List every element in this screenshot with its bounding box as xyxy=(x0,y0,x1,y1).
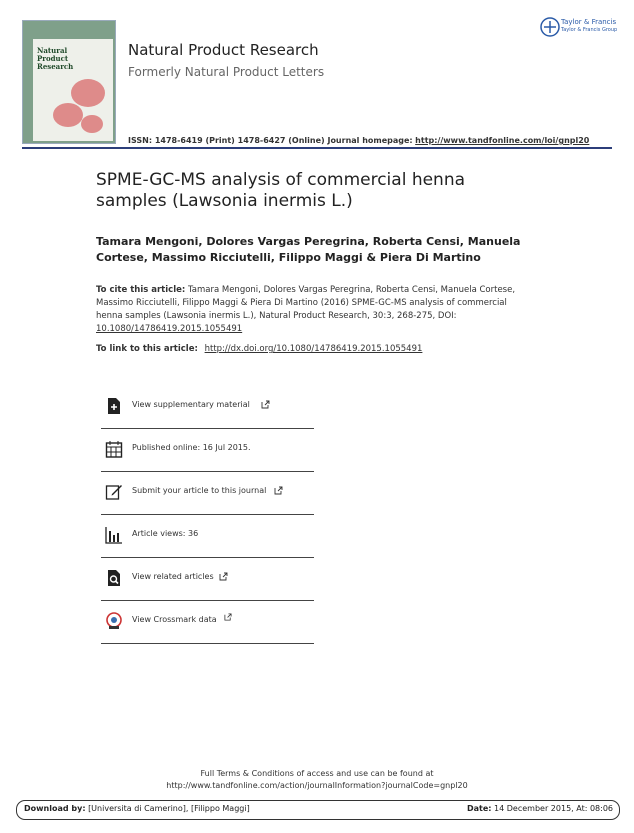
citation-label: To cite this article: xyxy=(96,285,186,295)
issn-label: ISSN: 1478-6419 (Print) 1478-6427 (Online) Journal homepage: xyxy=(128,136,413,145)
view-supplementary-material-link[interactable] xyxy=(101,386,314,429)
doi-link[interactable]: 10.1080/14786419.2015.1055491 xyxy=(96,324,243,334)
bar-chart-icon xyxy=(105,526,123,544)
date-value: 14 December 2015, At: 08:06 xyxy=(494,804,614,813)
calendar-icon xyxy=(105,440,123,458)
date-label: Date: xyxy=(467,804,492,813)
related-icon xyxy=(105,569,123,587)
terms-notice xyxy=(0,768,634,792)
external-link-icon xyxy=(261,400,270,409)
journal-subtitle: Formerly Natural Product Letters xyxy=(128,65,325,79)
citation-text: Tamara Mengoni, Dolores Vargas Peregrina, Roberta Censi, Manuela Cortese, Massimo Ricciutelli, Filippo Maggi & Piera Di Martino (2016) SPME-GC-MS analysis of commercial henna samples (Lawsonia inermis L.), Natural Product Research, 30:3, 268-275, DOI: xyxy=(96,285,516,321)
supplementary-icon xyxy=(105,397,123,415)
article-link[interactable]: http://dx.doi.org/10.1080/14786419.2015.1055491 xyxy=(204,344,423,354)
external-link-icon xyxy=(274,486,283,495)
journal-title[interactable]: Natural Product Research xyxy=(128,41,319,59)
external-link-icon xyxy=(219,572,228,581)
download-value: [Universita di Camerino], [Filippo Maggi] xyxy=(88,804,250,813)
crossmark-icon xyxy=(105,612,123,630)
published-online-item xyxy=(101,429,314,472)
cover-title-line: Natural xyxy=(37,46,68,55)
cover-title-line: Product xyxy=(37,54,69,63)
journal-cover-image xyxy=(22,20,116,144)
download-date xyxy=(467,804,613,813)
view-crossmark-link[interactable] xyxy=(101,601,314,644)
publisher-name: Taylor & Francis xyxy=(561,18,617,26)
action-label: Article views: 36 xyxy=(132,529,199,538)
download-by xyxy=(24,804,250,813)
action-label: Submit your article to this journal xyxy=(132,486,267,495)
action-label: View supplementary material xyxy=(132,400,250,409)
article-views-item xyxy=(101,515,314,558)
terms-link[interactable]: http://www.tandfonline.com/action/journalInformation?journalCode=gnpl20 xyxy=(166,781,468,790)
citation-block xyxy=(96,284,536,336)
publisher-group: Taylor & Francis Group xyxy=(561,27,618,33)
publisher-logo-text xyxy=(561,18,617,34)
action-label: View related articles xyxy=(132,572,214,581)
article-title: SPME-GC-MS analysis of commercial henna samples (Lawsonia inermis L.) xyxy=(96,170,466,211)
edit-icon xyxy=(105,483,123,501)
issn-line xyxy=(128,136,589,145)
submit-article-link[interactable] xyxy=(101,472,314,515)
view-related-articles-link[interactable] xyxy=(101,558,314,601)
action-divider xyxy=(101,643,314,644)
cover-molecule-art xyxy=(71,79,105,107)
cover-molecule-art xyxy=(81,115,103,133)
link-label: To link to this article: xyxy=(96,344,198,354)
cover-title-line: Research xyxy=(37,62,74,71)
link-line xyxy=(96,344,422,354)
external-link-icon xyxy=(224,613,232,621)
header-divider xyxy=(22,147,612,149)
terms-line: Full Terms & Conditions of access and use can be found at xyxy=(200,769,434,778)
article-authors: Tamara Mengoni, Dolores Vargas Peregrina, Roberta Censi, Manuela Cortese, Massimo Ricciutelli, Filippo Maggi & Piera Di Martino xyxy=(96,235,521,264)
journal-homepage-link[interactable]: http://www.tandfonline.com/loi/gnpl20 xyxy=(415,136,590,145)
action-label: View Crossmark data xyxy=(132,615,217,624)
cover-molecule-art xyxy=(53,103,83,127)
action-label: Published online: 16 Jul 2015. xyxy=(132,443,251,452)
download-label: Download by: xyxy=(24,804,86,813)
